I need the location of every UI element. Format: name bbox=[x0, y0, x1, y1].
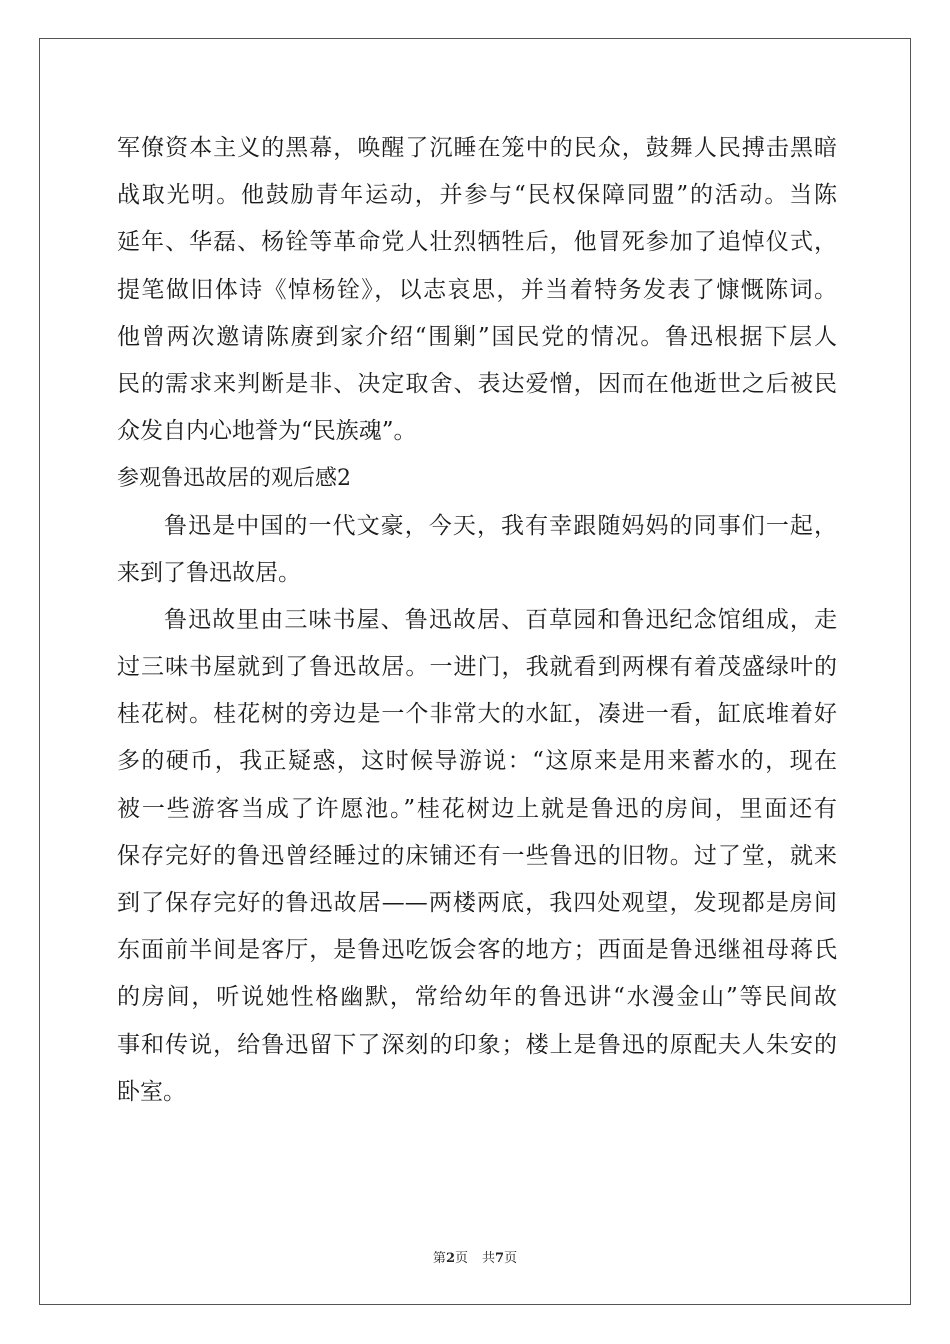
text-line: 过三味书屋就到了鲁迅故居。一进门，我就看到两棵有着茂盛绿叶的 bbox=[117, 654, 837, 681]
text-line: 卧室。 bbox=[117, 1078, 186, 1105]
text-line: 被一些游客当成了许愿池。”桂花树边上就是鲁迅的房间，里面还有 bbox=[117, 795, 837, 822]
text-line: 保存完好的鲁迅曾经睡过的床铺还有一些鲁迅的旧物。过了堂，就来 bbox=[117, 842, 837, 869]
text-line: 军僚资本主义的黑幕，唤醒了沉睡在笼中的民众，鼓舞人民搏击黑暗 bbox=[117, 135, 837, 161]
text-line: 鲁迅故里由三味书屋、鲁迅故居、百草园和鲁迅纪念馆组成，走 bbox=[164, 606, 837, 633]
text-line: 鲁迅是中国的一代文豪，今天，我有幸跟随妈妈的同事们一起， bbox=[164, 512, 837, 539]
text-line: 东面前半间是客厅，是鲁迅吃饭会客的地方；西面是鲁迅继祖母蒋氏 bbox=[117, 937, 837, 964]
text-line: 延年、华磊、杨铨等革命党人壮烈牺牲后，他冒死参加了追悼仪式， bbox=[117, 229, 837, 256]
total-prefix: 共 bbox=[482, 1251, 496, 1266]
text-line: 的房间，听说她性格幽默，常给幼年的鲁迅讲“水漫金山”等民间故 bbox=[117, 984, 837, 1011]
current-page-number: 2 bbox=[445, 1251, 455, 1266]
page-footer bbox=[0, 1247, 950, 1266]
page-prefix: 第 bbox=[432, 1251, 446, 1266]
text-line: 来到了鲁迅故居。 bbox=[117, 559, 301, 586]
total-suffix: 页 bbox=[504, 1251, 518, 1266]
text-line: 事和传说，给鲁迅留下了深刻的印象；楼上是鲁迅的原配夫人朱安的 bbox=[117, 1031, 837, 1058]
text-line: 多的硬币，我正疑惑，这时候导游说：“这原来是用来蓄水的，现在 bbox=[117, 748, 837, 775]
text-line: 民的需求来判断是非、决定取舍、表达爱憎，因而在他逝世之后被民 bbox=[117, 370, 837, 397]
text-line: 到了保存完好的鲁迅故居——两楼两底，我四处观望，发现都是房间 bbox=[117, 890, 837, 916]
total-page-number: 7 bbox=[495, 1251, 505, 1266]
document-body bbox=[117, 125, 837, 1116]
section-heading: 参观鲁迅故居的观后感2 bbox=[117, 466, 351, 492]
text-line: 众发自内心地誉为“民族魂”。 bbox=[117, 418, 417, 445]
page-suffix: 页 bbox=[454, 1251, 468, 1266]
text-line: 他曾两次邀请陈赓到家介绍“围剿”国民党的情况。鲁迅根据下层人 bbox=[117, 323, 837, 350]
text-line: 桂花树。桂花树的旁边是一个非常大的水缸，凑进一看，缸底堆着好 bbox=[117, 701, 837, 728]
text-line: 战取光明。他鼓励青年运动，并参与“民权保障同盟”的活动。当陈 bbox=[117, 182, 837, 209]
text-line: 提笔做旧体诗《悼杨铨》，以志哀思，并当着特务发表了慷慨陈词。 bbox=[117, 276, 837, 303]
